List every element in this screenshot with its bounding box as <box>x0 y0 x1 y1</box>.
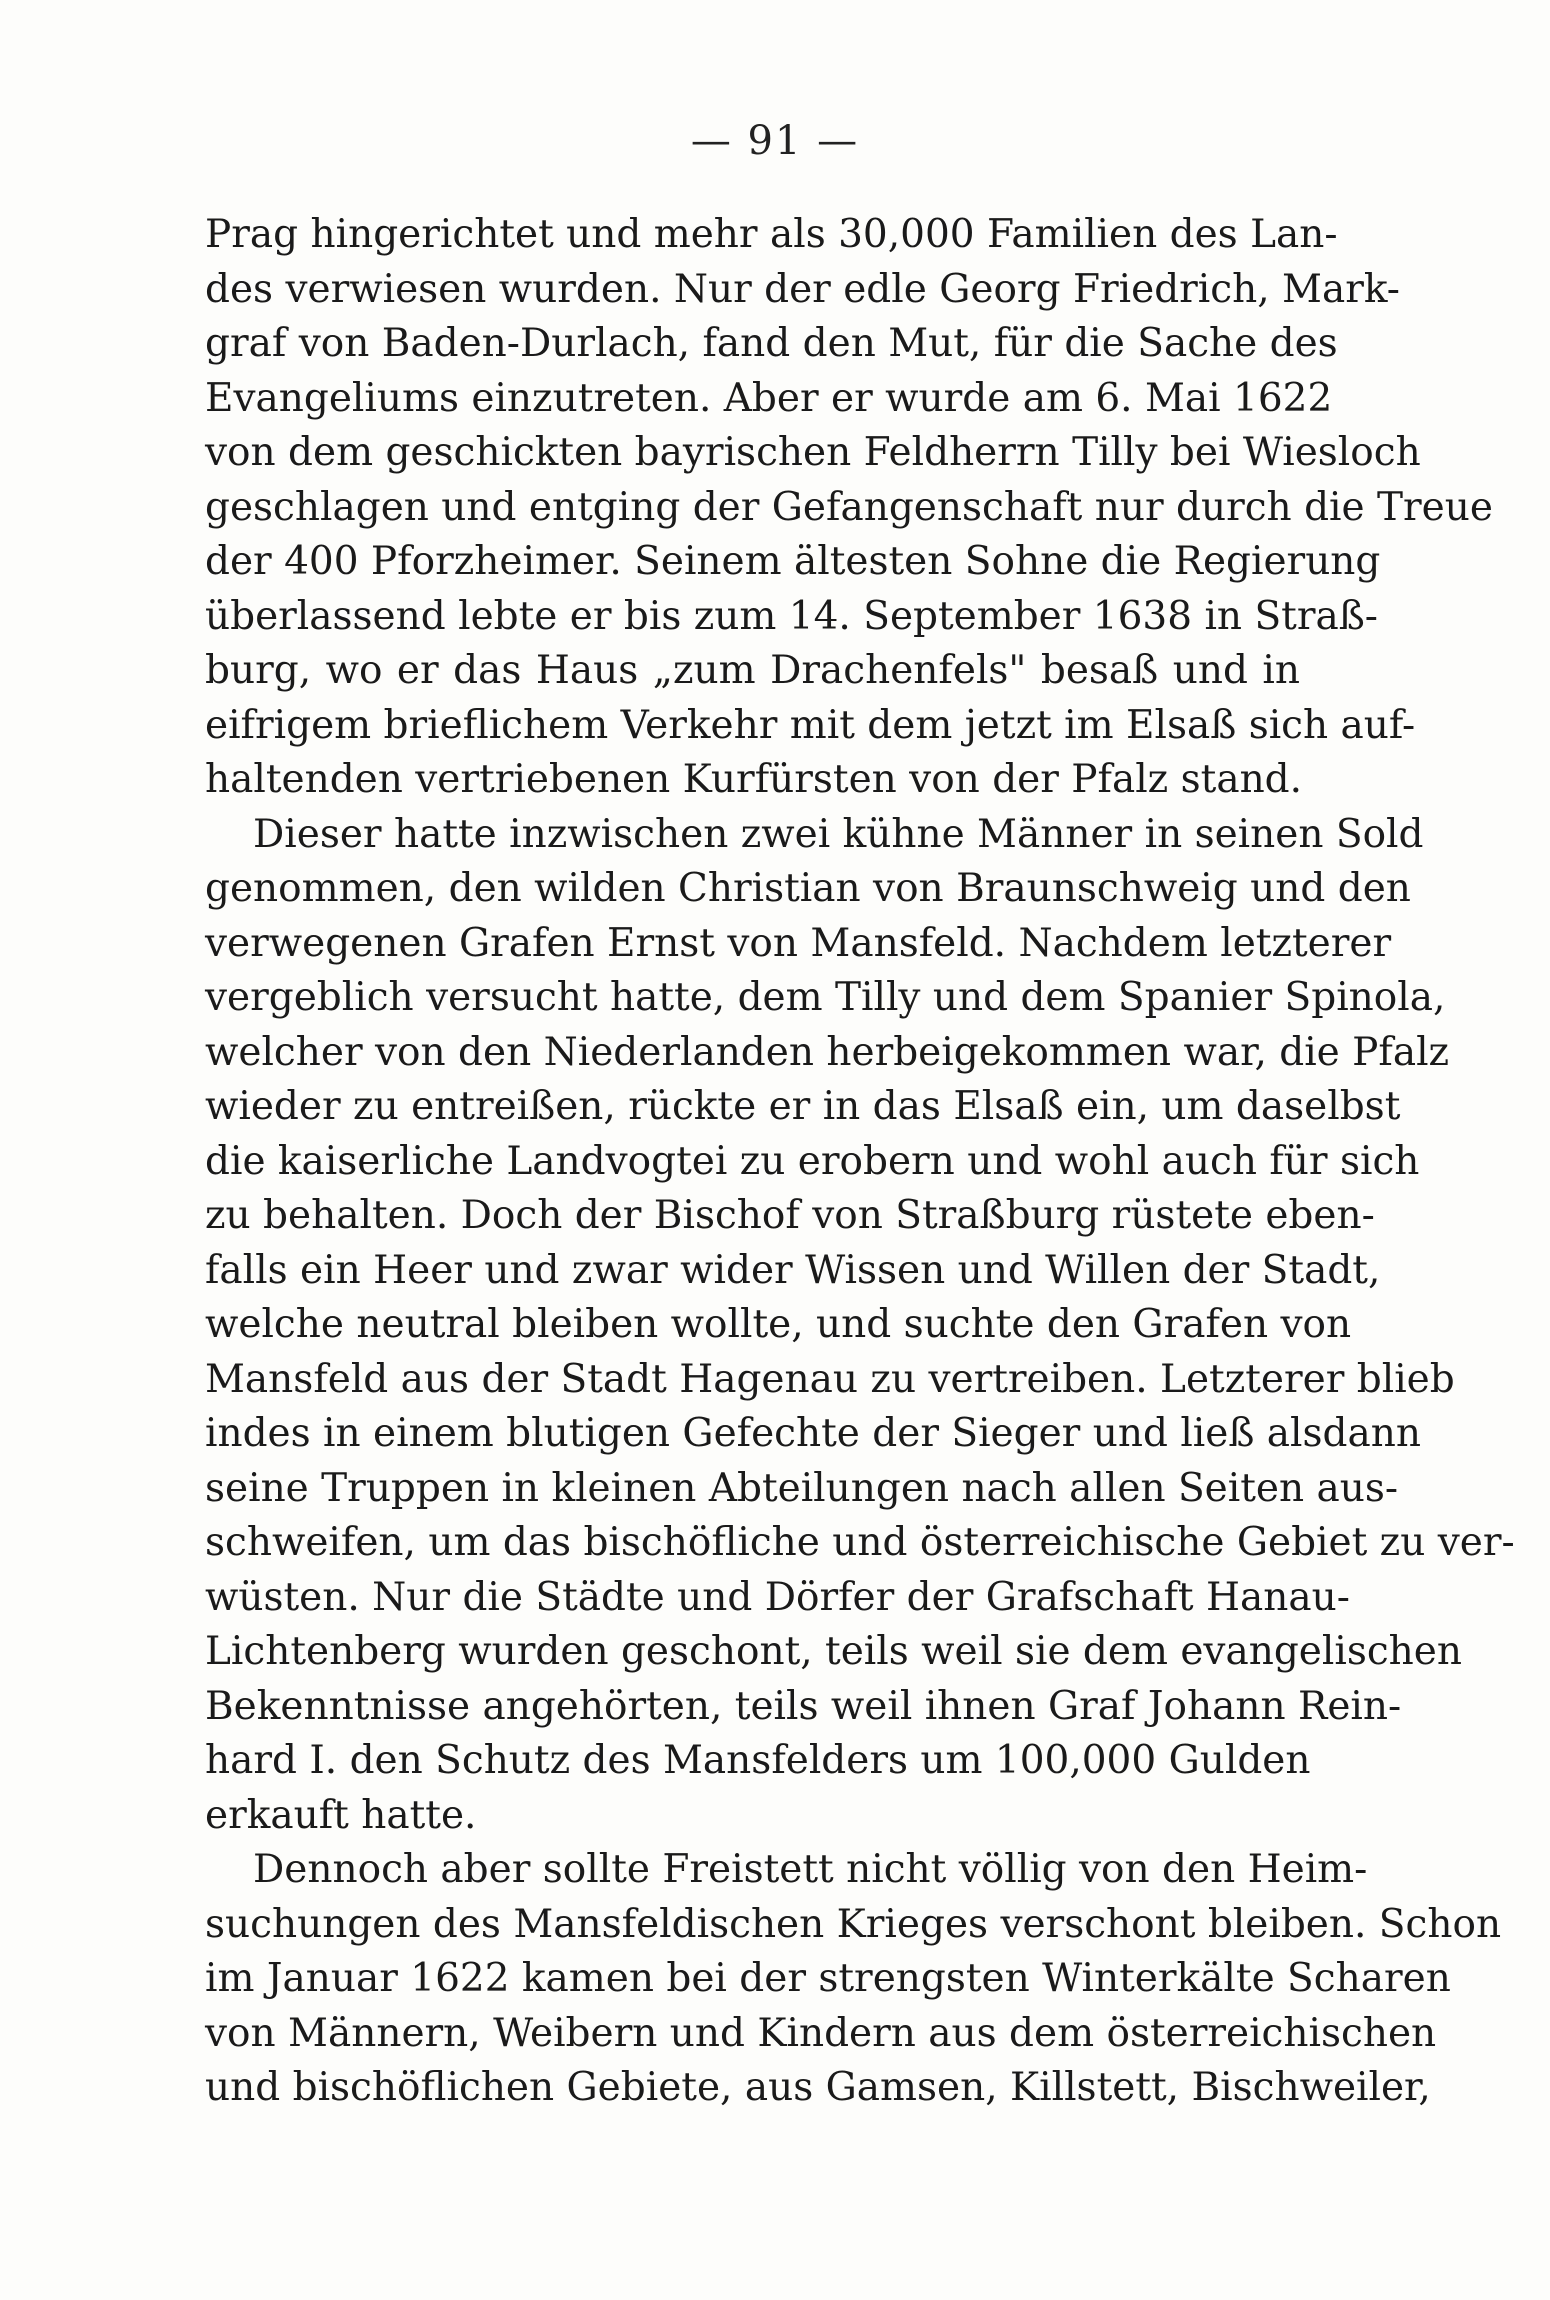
text-line: genommen, den wilden Christian von Braunschweig und den <box>205 866 1411 911</box>
body-text <box>205 208 1515 2116</box>
text-line: Lichtenberg wurden geschont, teils weil sie dem evangelischen <box>205 1629 1462 1674</box>
text-line: welcher von den Niederlanden herbeigekommen war, die Pfalz <box>205 1029 1450 1075</box>
page-number: — 91 — <box>690 118 860 164</box>
text-line: eifrigem brieflichem Verkehr mit dem jetzt im Elsaß sich auf- <box>205 702 1416 748</box>
text-line: und bischöflichen Gebiete, aus Gamsen, Killstett, Bischweiler, <box>205 2065 1431 2110</box>
text-line: Prag hingerichtet und mehr als 30,000 Familien des Lan- <box>205 212 1338 257</box>
text-line: schweifen, um das bischöfliche und österreichische Gebiet zu ver- <box>205 1520 1515 1565</box>
text-line: indes in einem blutigen Gefechte der Sieger und ließ alsdann <box>205 1411 1421 1456</box>
text-line: erkauft hatte. <box>205 1792 477 1838</box>
text-line: Dieser hatte inzwischen zwei kühne Männer in seinen Sold <box>253 811 1424 857</box>
text-line: suchungen des Mansfeldischen Krieges verschont bleiben. Schon <box>205 1901 1502 1947</box>
text-line: Dennoch aber sollte Freistett nicht völlig von den Heim- <box>253 1847 1368 1892</box>
text-line: seine Truppen in kleinen Abteilungen nach allen Seiten aus- <box>205 1465 1399 1511</box>
text-line: burg, wo er das Haus „zum Drachenfels" besaß und in <box>205 648 1300 693</box>
paragraph-1 <box>205 208 1493 808</box>
text-line: graf von Baden-Durlach, fand den Mut, für die Sache des <box>205 321 1338 366</box>
text-line: im Januar 1622 kamen bei der strengsten Winterkälte Scharen <box>205 1956 1451 2001</box>
text-line: wüsten. Nur die Städte und Dörfer der Grafschaft Hanau- <box>205 1574 1350 1620</box>
text-line: falls ein Heer und zwar wider Wissen und Willen der Stadt, <box>205 1247 1381 1293</box>
text-line: vergeblich versucht hatte, dem Tilly und dem Spanier Spinola, <box>205 975 1446 1020</box>
text-line: von Männern, Weibern und Kindern aus dem österreichischen <box>205 2010 1437 2056</box>
text-line: geschlagen und entging der Gefangenschaft nur durch die Treue <box>205 484 1493 530</box>
paragraph-3 <box>205 1843 1502 2116</box>
text-line: der 400 Pforzheimer. Seinem ältesten Sohne die Regierung <box>205 539 1381 584</box>
text-line: Evangeliums einzutreten. Aber er wurde am 6. Mai 1622 <box>205 375 1333 421</box>
text-line: wieder zu entreißen, rückte er in das Elsaß ein, um daselbst <box>205 1084 1401 1129</box>
text-line: zu behalten. Doch der Bischof von Straßburg rüstete eben- <box>205 1193 1375 1238</box>
text-line: Mansfeld aus der Stadt Hagenau zu vertreiben. Letzterer blieb <box>205 1356 1455 1402</box>
text-line: welche neutral bleiben wollte, und suchte den Grafen von <box>205 1302 1352 1347</box>
text-line: verwegenen Grafen Ernst von Mansfeld. Nachdem letzterer <box>205 920 1392 966</box>
text-line: die kaiserliche Landvogtei zu erobern und wohl auch für sich <box>205 1138 1420 1184</box>
text-line: des verwiesen wurden. Nur der edle Georg Friedrich, Mark- <box>205 266 1400 312</box>
text-line: Bekenntnisse angehörten, teils weil ihnen Graf Johann Rein- <box>205 1683 1402 1729</box>
paragraph-2 <box>205 808 1515 1844</box>
text-line: überlassend lebte er bis zum 14. September 1638 in Straß- <box>205 593 1378 639</box>
text-line: haltenden vertriebenen Kurfürsten von der Pfalz stand. <box>205 757 1303 802</box>
text-line: von dem geschickten bayrischen Feldherrn Tilly bei Wiesloch <box>205 430 1421 475</box>
text-line: hard I. den Schutz des Mansfelders um 100,000 Gulden <box>205 1738 1311 1783</box>
